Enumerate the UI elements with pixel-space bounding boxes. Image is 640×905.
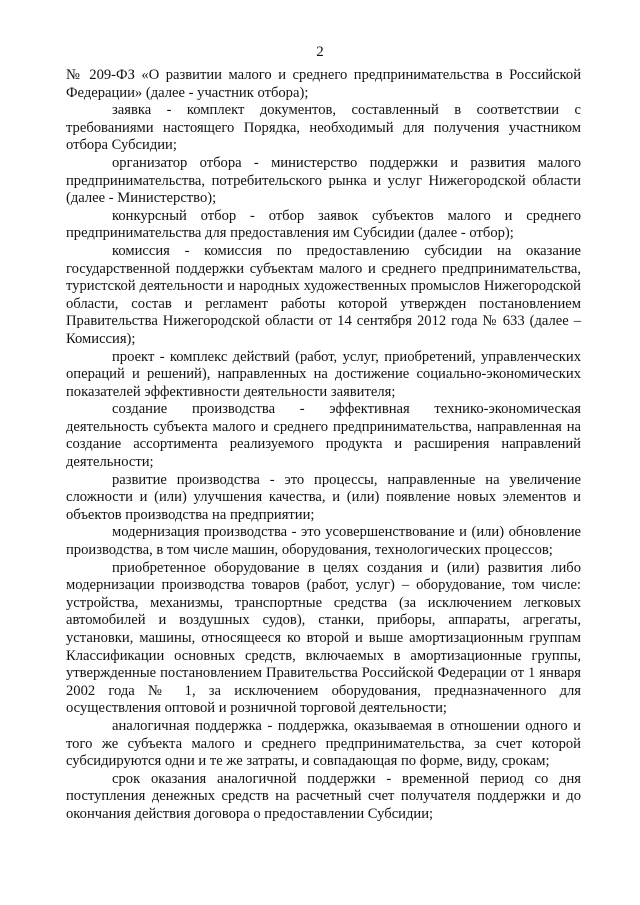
paragraph-participant-definition: № 209-ФЗ «О развитии малого и среднего предпринимательства в Российской Федерации» (далее - участник отбора); bbox=[66, 67, 581, 101]
paragraph-competitive-selection-definition: конкурсный отбор - отбор заявок субъектов малого и среднего предпринимательства для предоставления им Субсидии (далее - отбор); bbox=[66, 207, 581, 242]
paragraph-commission-definition: комиссия - комиссия по предоставлению субсидии на оказание государственной поддержки субъектам малого и среднего предпринимательства, туристской деятельности и народных художественных промыслов Нижегородской области, состав и регламент работы которой утвержден постановлением Правительства Нижегородской области от 14 сентября 2012 года № 633 (далее – Комиссия); bbox=[66, 242, 581, 347]
paragraph-support-period-definition: срок оказания аналогичной поддержки - временной период со дня поступления денежных средств на расчетный счет получателя поддержки и до окончания действия договора о предоставлении Субсидии; bbox=[66, 770, 581, 822]
paragraph-production-development-definition: развитие производства - это процессы, направленные на увеличение сложности и (или) улучшения качества, и (или) появление новых элементов и объектов производства на предприятии; bbox=[66, 471, 581, 523]
paragraph-project-definition: проект - комплекс действий (работ, услуг, приобретений, управленческих операций и решений), направленных на достижение социально-экономических показателей эффективности деятельности заявителя; bbox=[66, 348, 581, 400]
paragraph-production-creation-definition: создание производства - эффективная технико-экономическая деятельность субъекта малого и среднего предпринимательства, направленная на создание ассортимента реализуемого продукта и расширения направлений деятельности; bbox=[66, 401, 581, 471]
document-body bbox=[66, 67, 581, 824]
paragraph-modernization-definition: модернизация производства - это усовершенствование и (или) обновление производства, в том числе машин, оборудования, технологических процессов; bbox=[66, 524, 581, 559]
paragraph-organizer-definition: организатор отбора - министерство поддержки и развития малого предпринимательства, потребительского рынка и услуг Нижегородской области (далее - Министерство); bbox=[66, 154, 581, 207]
page-number: 2 bbox=[316, 44, 324, 60]
paragraph-equipment-definition: приобретенное оборудование в целях создания и (или) развития либо модернизации производства товаров (работ, услуг) – оборудование, том числе: устройства, механизмы, транспортные средства (за исключением легковых автомобилей и воздушных судов), станки, приборы, аппараты, агрегаты, установки, машины, относящееся ко второй и выше амортизационным группам Классификации основных средств, включаемых в амортизационные группы, утвержденные постановлением Правительства Российской Федерации от 1 января 2002 года № 1, за исключением оборудования, предназначенного для осуществления оптовой и розничной торговой деятельности; bbox=[66, 559, 581, 717]
paragraph-application-definition: заявка - комплект документов, составленный в соответствии с требованиями настоящего Порядка, необходимый для получения участником отбора Субсидии; bbox=[66, 102, 581, 154]
paragraph-similar-support-definition: аналогичная поддержка - поддержка, оказываемая в отношении одного и того же субъекта малого и среднего предпринимательства, за счет которой субсидируются одни и те же затраты, и совпадающая по форме, виду, срокам; bbox=[66, 717, 581, 770]
